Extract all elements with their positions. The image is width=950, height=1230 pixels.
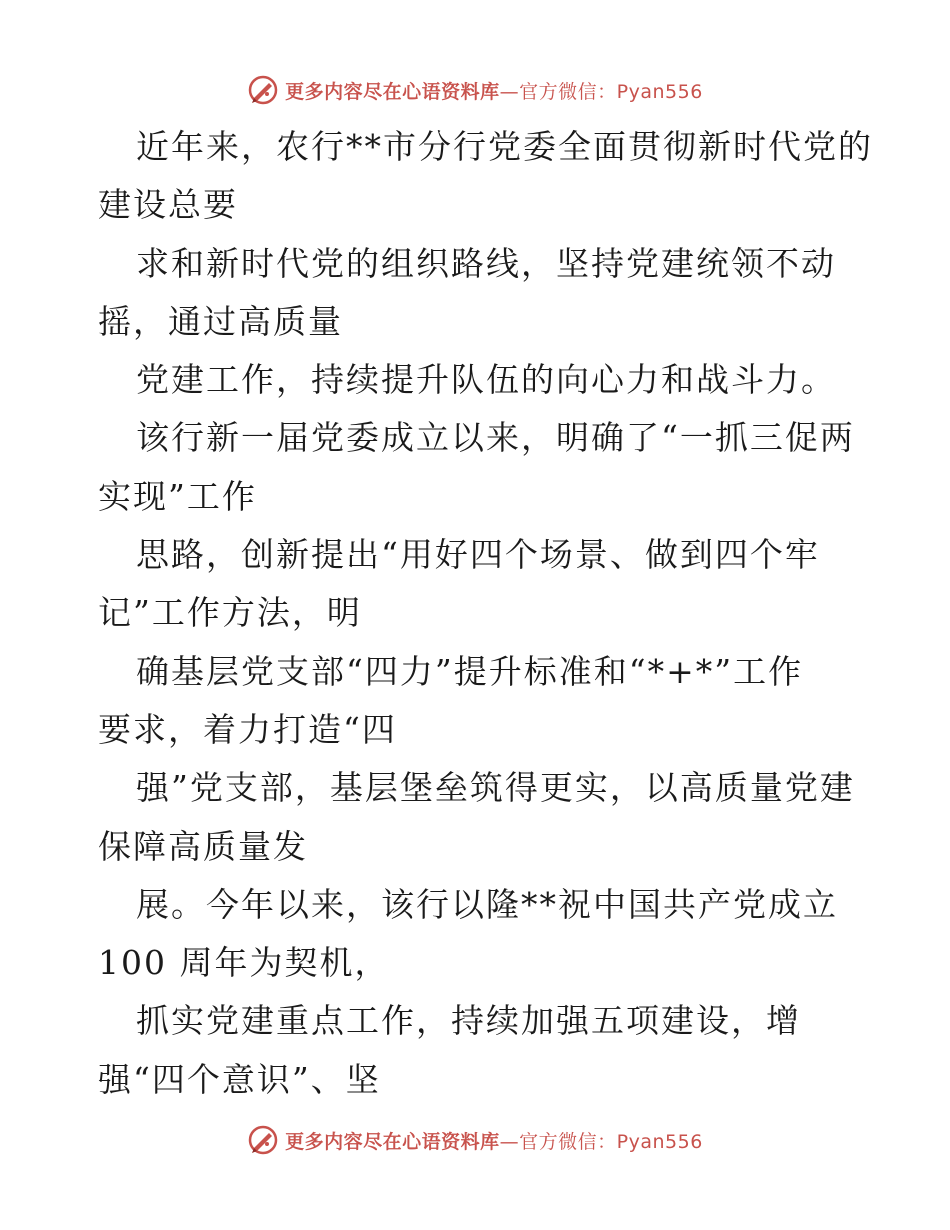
- paragraph-line: 确基层党支部“四力”提升标准和“*+*”工作: [136, 651, 804, 691]
- watermark-contact: 官方微信：Pyan556: [519, 1130, 703, 1153]
- document-body: [98, 118, 873, 1109]
- paragraph-line: 强“四个意识”、坚: [98, 1059, 381, 1099]
- paragraph-line: 该行新一届党委成立以来，明确了“一抓三促两: [136, 418, 855, 458]
- watermark-contact: 官方微信：Pyan556: [519, 80, 703, 103]
- paragraph-line: 抓实党建重点工作，持续加强五项建设，增: [136, 1001, 801, 1041]
- paragraph-line: 思路，创新提出“用好四个场景、做到四个牢: [136, 535, 820, 575]
- paragraph-line: 要求，着力打造“四: [98, 709, 397, 749]
- paragraph-line: 求和新时代党的组织路线，坚持党建统领不动: [136, 243, 836, 283]
- watermark-site: 更多内容尽在心语资料库: [285, 1130, 500, 1153]
- paragraph-line: 建设总要: [98, 185, 238, 225]
- paragraph-line: 展。今年以来，该行以隆**祝中国共产党成立: [136, 884, 838, 924]
- paragraph-line: 近年来，农行**市分行党委全面贯彻新时代党的: [136, 127, 873, 166]
- watermark-separator: —: [499, 1130, 520, 1153]
- paragraph-line: 记”工作方法，明: [98, 593, 362, 633]
- paragraph-line: 强”党支部，基层堡垒筑得更实，以高质量党建: [136, 768, 855, 808]
- watermark-separator: —: [499, 80, 520, 103]
- paragraph-line: 党建工作，持续提升队伍的向心力和战斗力。: [136, 360, 836, 400]
- paragraph-line: 摇，通过高质量: [98, 301, 343, 341]
- watermark-text: [285, 1127, 703, 1154]
- paragraph-line: 保障高质量发: [98, 826, 308, 866]
- header-watermark: [0, 70, 950, 110]
- paragraph-line: 100 周年为契机，: [98, 943, 390, 983]
- paragraph-line: 实现”工作: [98, 476, 257, 516]
- pen-logo-icon: [247, 1124, 279, 1156]
- footer-watermark: [0, 1120, 950, 1160]
- pen-logo-icon: [247, 74, 279, 106]
- watermark-site: 更多内容尽在心语资料库: [285, 80, 500, 103]
- watermark-text: [285, 77, 703, 104]
